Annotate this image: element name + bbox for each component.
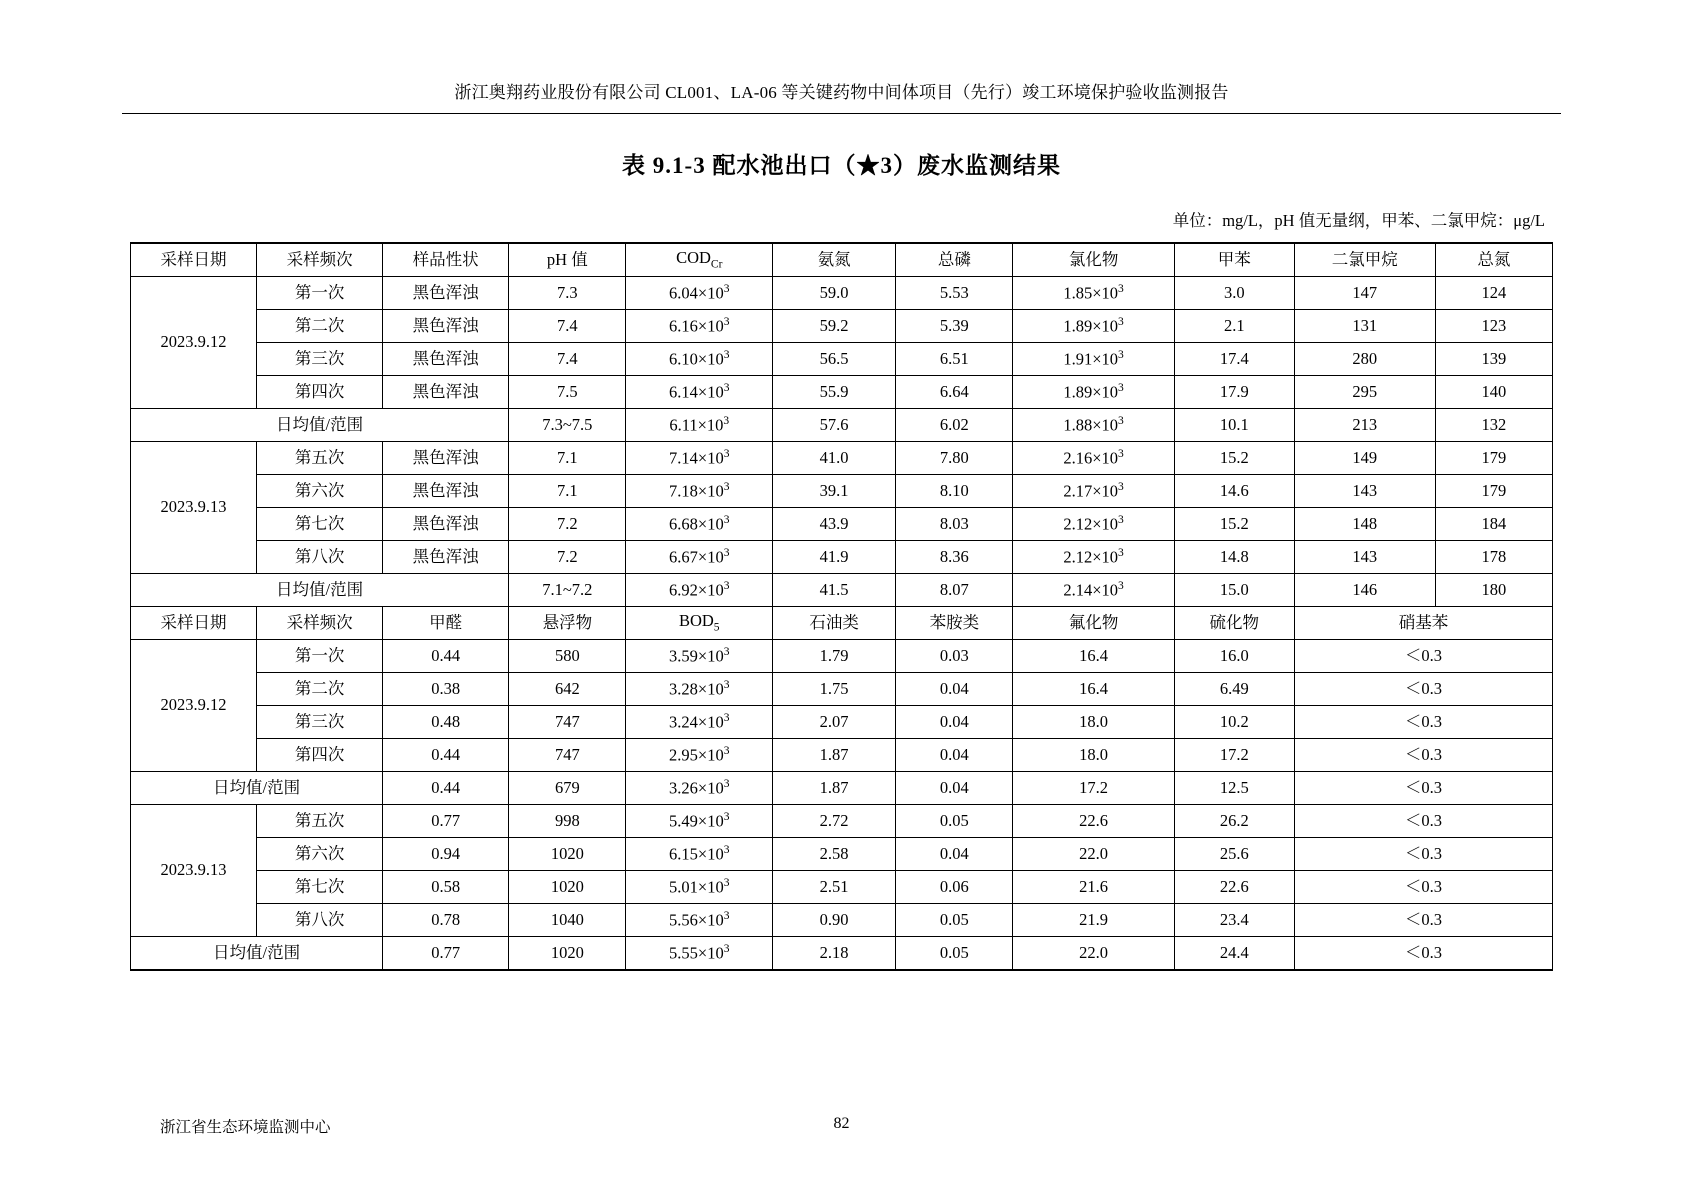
cell-formaldehyde: 0.48 bbox=[383, 706, 509, 739]
table-row bbox=[131, 838, 1553, 871]
col-header-frequency: 采样频次 bbox=[257, 243, 383, 277]
cell-formaldehyde: 0.77 bbox=[383, 937, 509, 971]
cell-toluene: 15.2 bbox=[1174, 442, 1294, 475]
col-header-toluene: 甲苯 bbox=[1174, 243, 1294, 277]
cell-aniline: 0.04 bbox=[896, 706, 1013, 739]
unit-note: 单位：mg/L，pH 值无量纲，甲苯、二氯甲烷：μg/L bbox=[1172, 211, 1545, 230]
cell-suspended-solids: 747 bbox=[509, 739, 626, 772]
table-row bbox=[131, 376, 1553, 409]
cell-total-nitrogen: 124 bbox=[1435, 277, 1552, 310]
cell-suspended-solids: 1020 bbox=[509, 871, 626, 904]
cell-ph: 7.5 bbox=[509, 376, 626, 409]
cell-sulfide: 22.6 bbox=[1174, 871, 1294, 904]
cell-total-nitrogen: 139 bbox=[1435, 343, 1552, 376]
table-row bbox=[131, 541, 1553, 574]
cell-toluene: 17.4 bbox=[1174, 343, 1294, 376]
table-summary-row bbox=[131, 409, 1553, 442]
cell-frequency: 第五次 bbox=[257, 442, 383, 475]
bod-base: BOD bbox=[678, 610, 714, 630]
cell-fluoride: 22.0 bbox=[1013, 937, 1174, 971]
col-header-total-phosphorus: 总磷 bbox=[896, 243, 1013, 277]
cell-aniline: 0.05 bbox=[896, 805, 1013, 838]
col-header-cod bbox=[626, 243, 773, 277]
col-header-aniline: 苯胺类 bbox=[896, 607, 1013, 640]
cell-appearance: 黑色浑浊 bbox=[383, 376, 509, 409]
cell-petroleum: 2.07 bbox=[773, 706, 896, 739]
cell-dichloromethane: 131 bbox=[1294, 310, 1435, 343]
cell-ammonia: 43.9 bbox=[773, 508, 896, 541]
cell-total-nitrogen: 178 bbox=[1435, 541, 1552, 574]
cell-frequency: 第六次 bbox=[257, 838, 383, 871]
cell-chloride: $1.91\times 10^3$ bbox=[1013, 343, 1174, 376]
cell-suspended-solids: 679 bbox=[509, 772, 626, 805]
cell-cod: $6.04\times 10^3$ bbox=[626, 277, 773, 310]
cell-formaldehyde: 0.78 bbox=[383, 904, 509, 937]
page-header bbox=[130, 0, 1553, 114]
cell-appearance: 黑色浑浊 bbox=[383, 442, 509, 475]
cell-toluene: 15.0 bbox=[1174, 574, 1294, 607]
cell-summary-label: 日均值/范围 bbox=[131, 937, 383, 971]
cell-aniline: 0.05 bbox=[896, 937, 1013, 971]
cell-fluoride: 16.4 bbox=[1013, 640, 1174, 673]
cell-bod: $3.26\times 10^3$ bbox=[626, 772, 773, 805]
cell-frequency: 第三次 bbox=[257, 343, 383, 376]
table-row bbox=[131, 640, 1553, 673]
cell-nitrobenzene: ＜0.3 bbox=[1294, 904, 1552, 937]
cell-cod: $6.92\times 10^3$ bbox=[626, 574, 773, 607]
cell-frequency: 第二次 bbox=[257, 673, 383, 706]
cell-ammonia: 59.0 bbox=[773, 277, 896, 310]
cell-chloride: $1.89\times 10^3$ bbox=[1013, 310, 1174, 343]
cell-chloride: $2.17\times 10^3$ bbox=[1013, 475, 1174, 508]
cell-cod: $6.10\times 10^3$ bbox=[626, 343, 773, 376]
cell-dichloromethane: 280 bbox=[1294, 343, 1435, 376]
cell-appearance: 黑色浑浊 bbox=[383, 541, 509, 574]
col-header-date: 采样日期 bbox=[131, 243, 257, 277]
cell-bod: $6.15\times 10^3$ bbox=[626, 838, 773, 871]
cell-petroleum: 2.18 bbox=[773, 937, 896, 971]
cell-nitrobenzene: ＜0.3 bbox=[1294, 640, 1552, 673]
cell-chloride: $2.16\times 10^3$ bbox=[1013, 442, 1174, 475]
cell-total-phosphorus: 6.51 bbox=[896, 343, 1013, 376]
cell-ammonia: 41.5 bbox=[773, 574, 896, 607]
cell-frequency: 第一次 bbox=[257, 640, 383, 673]
col-header-frequency-2: 采样频次 bbox=[257, 607, 383, 640]
cell-dichloromethane: 147 bbox=[1294, 277, 1435, 310]
cell-frequency: 第六次 bbox=[257, 475, 383, 508]
cell-frequency: 第八次 bbox=[257, 541, 383, 574]
cell-ph: 7.1~7.2 bbox=[509, 574, 626, 607]
table-row bbox=[131, 739, 1553, 772]
col-header-bod bbox=[626, 607, 773, 640]
cell-suspended-solids: 1020 bbox=[509, 838, 626, 871]
cell-petroleum: 1.79 bbox=[773, 640, 896, 673]
col-header-suspended-solids: 悬浮物 bbox=[509, 607, 626, 640]
cell-ammonia: 59.2 bbox=[773, 310, 896, 343]
cell-bod: $3.24\times 10^3$ bbox=[626, 706, 773, 739]
cell-summary-label: 日均值/范围 bbox=[131, 409, 509, 442]
bod-subscript: 5 bbox=[713, 621, 720, 634]
col-header-formaldehyde: 甲醛 bbox=[383, 607, 509, 640]
cell-ph: 7.2 bbox=[509, 508, 626, 541]
cell-bod: $3.59\times 10^3$ bbox=[626, 640, 773, 673]
cell-aniline: 0.04 bbox=[896, 838, 1013, 871]
cod-base: COD bbox=[676, 247, 711, 267]
table-header-row bbox=[131, 243, 1553, 277]
col-header-dichloromethane: 二氯甲烷 bbox=[1294, 243, 1435, 277]
table-row bbox=[131, 871, 1553, 904]
cell-nitrobenzene: ＜0.3 bbox=[1294, 937, 1552, 971]
cell-appearance: 黑色浑浊 bbox=[383, 277, 509, 310]
cell-nitrobenzene: ＜0.3 bbox=[1294, 805, 1552, 838]
cell-toluene: 17.9 bbox=[1174, 376, 1294, 409]
cell-bod: $5.55\times 10^3$ bbox=[626, 937, 773, 971]
cell-petroleum: 2.72 bbox=[773, 805, 896, 838]
cell-total-nitrogen: 132 bbox=[1435, 409, 1552, 442]
col-header-fluoride: 氟化物 bbox=[1013, 607, 1174, 640]
cell-fluoride: 21.6 bbox=[1013, 871, 1174, 904]
table-row bbox=[131, 277, 1553, 310]
cod-subscript: Cr bbox=[710, 258, 723, 271]
cell-sulfide: 23.4 bbox=[1174, 904, 1294, 937]
table-row bbox=[131, 475, 1553, 508]
cell-sulfide: 25.6 bbox=[1174, 838, 1294, 871]
cell-toluene: 15.2 bbox=[1174, 508, 1294, 541]
cell-chloride: $1.89\times 10^3$ bbox=[1013, 376, 1174, 409]
cell-cod: $7.18\times 10^3$ bbox=[626, 475, 773, 508]
cell-total-nitrogen: 179 bbox=[1435, 475, 1552, 508]
table-summary-row bbox=[131, 772, 1553, 805]
cell-dichloromethane: 143 bbox=[1294, 475, 1435, 508]
table-row bbox=[131, 310, 1553, 343]
cell-formaldehyde: 0.94 bbox=[383, 838, 509, 871]
cell-appearance: 黑色浑浊 bbox=[383, 475, 509, 508]
cell-nitrobenzene: ＜0.3 bbox=[1294, 706, 1552, 739]
cell-ph: 7.3 bbox=[509, 277, 626, 310]
cell-sulfide: 26.2 bbox=[1174, 805, 1294, 838]
cell-dichloromethane: 148 bbox=[1294, 508, 1435, 541]
cell-fluoride: 21.9 bbox=[1013, 904, 1174, 937]
table-row bbox=[131, 706, 1553, 739]
cell-frequency: 第四次 bbox=[257, 739, 383, 772]
cell-total-nitrogen: 123 bbox=[1435, 310, 1552, 343]
cell-date: 2023.9.13 bbox=[131, 805, 257, 937]
cell-aniline: 0.03 bbox=[896, 640, 1013, 673]
cell-total-nitrogen: 180 bbox=[1435, 574, 1552, 607]
running-title: 浙江奥翔药业股份有限公司 CL001、LA-06 等关键药物中间体项目（先行）竣工环境保护验收监测报告 bbox=[454, 83, 1229, 102]
cell-appearance: 黑色浑浊 bbox=[383, 310, 509, 343]
cell-formaldehyde: 0.44 bbox=[383, 772, 509, 805]
table-row bbox=[131, 805, 1553, 838]
cell-nitrobenzene: ＜0.3 bbox=[1294, 838, 1552, 871]
cell-sulfide: 10.2 bbox=[1174, 706, 1294, 739]
cell-nitrobenzene: ＜0.3 bbox=[1294, 739, 1552, 772]
cell-frequency: 第五次 bbox=[257, 805, 383, 838]
cell-toluene: 10.1 bbox=[1174, 409, 1294, 442]
cell-frequency: 第一次 bbox=[257, 277, 383, 310]
cell-ph: 7.3~7.5 bbox=[509, 409, 626, 442]
cell-ph: 7.4 bbox=[509, 310, 626, 343]
cell-ammonia: 55.9 bbox=[773, 376, 896, 409]
cell-suspended-solids: 747 bbox=[509, 706, 626, 739]
cell-nitrobenzene: ＜0.3 bbox=[1294, 871, 1552, 904]
cell-dichloromethane: 146 bbox=[1294, 574, 1435, 607]
cell-cod: $7.14\times 10^3$ bbox=[626, 442, 773, 475]
cell-frequency: 第三次 bbox=[257, 706, 383, 739]
cell-toluene: 14.8 bbox=[1174, 541, 1294, 574]
cell-total-phosphorus: 5.53 bbox=[896, 277, 1013, 310]
cell-total-phosphorus: 8.03 bbox=[896, 508, 1013, 541]
cell-fluoride: 17.2 bbox=[1013, 772, 1174, 805]
cell-ph: 7.4 bbox=[509, 343, 626, 376]
cell-aniline: 0.06 bbox=[896, 871, 1013, 904]
col-header-chloride: 氯化物 bbox=[1013, 243, 1174, 277]
cell-petroleum: 2.51 bbox=[773, 871, 896, 904]
cell-fluoride: 18.0 bbox=[1013, 739, 1174, 772]
cell-ammonia: 57.6 bbox=[773, 409, 896, 442]
col-header-total-nitrogen: 总氮 bbox=[1435, 243, 1552, 277]
cell-dichloromethane: 295 bbox=[1294, 376, 1435, 409]
cell-sulfide: 24.4 bbox=[1174, 937, 1294, 971]
col-header-petroleum: 石油类 bbox=[773, 607, 896, 640]
cell-fluoride: 22.6 bbox=[1013, 805, 1174, 838]
cell-bod: $2.95\times 10^3$ bbox=[626, 739, 773, 772]
cell-ammonia: 41.9 bbox=[773, 541, 896, 574]
cell-ph: 7.2 bbox=[509, 541, 626, 574]
cell-bod: $5.49\times 10^3$ bbox=[626, 805, 773, 838]
cell-cod: $6.14\times 10^3$ bbox=[626, 376, 773, 409]
cell-ammonia: 56.5 bbox=[773, 343, 896, 376]
cell-suspended-solids: 580 bbox=[509, 640, 626, 673]
cell-toluene: 3.0 bbox=[1174, 277, 1294, 310]
cell-dichloromethane: 143 bbox=[1294, 541, 1435, 574]
cell-frequency: 第四次 bbox=[257, 376, 383, 409]
cell-formaldehyde: 0.77 bbox=[383, 805, 509, 838]
table-row bbox=[131, 442, 1553, 475]
cell-formaldehyde: 0.44 bbox=[383, 739, 509, 772]
cell-ph: 7.1 bbox=[509, 475, 626, 508]
wastewater-table-part1 bbox=[130, 242, 1553, 971]
table-title: 表 9.1-3 配水池出口（★3）废水监测结果 bbox=[622, 153, 1061, 178]
header-divider bbox=[122, 113, 1561, 114]
table-row bbox=[131, 904, 1553, 937]
cell-fluoride: 16.4 bbox=[1013, 673, 1174, 706]
col-header-ammonia: 氨氮 bbox=[773, 243, 896, 277]
cell-total-nitrogen: 179 bbox=[1435, 442, 1552, 475]
cell-chloride: $2.12\times 10^3$ bbox=[1013, 508, 1174, 541]
cell-chloride: $1.85\times 10^3$ bbox=[1013, 277, 1174, 310]
cell-ammonia: 41.0 bbox=[773, 442, 896, 475]
cell-suspended-solids: 998 bbox=[509, 805, 626, 838]
cell-total-phosphorus: 8.07 bbox=[896, 574, 1013, 607]
cell-date: 2023.9.13 bbox=[131, 442, 257, 574]
cell-total-phosphorus: 7.80 bbox=[896, 442, 1013, 475]
cell-fluoride: 18.0 bbox=[1013, 706, 1174, 739]
cell-appearance: 黑色浑浊 bbox=[383, 343, 509, 376]
table-row bbox=[131, 343, 1553, 376]
cell-date: 2023.9.12 bbox=[131, 277, 257, 409]
cell-chloride: $2.14\times 10^3$ bbox=[1013, 574, 1174, 607]
cell-bod: $5.56\times 10^3$ bbox=[626, 904, 773, 937]
cell-sulfide: 6.49 bbox=[1174, 673, 1294, 706]
cell-total-phosphorus: 6.64 bbox=[896, 376, 1013, 409]
cell-petroleum: 1.75 bbox=[773, 673, 896, 706]
cell-nitrobenzene: ＜0.3 bbox=[1294, 673, 1552, 706]
cell-total-phosphorus: 8.36 bbox=[896, 541, 1013, 574]
cell-aniline: 0.04 bbox=[896, 772, 1013, 805]
cell-chloride: $2.12\times 10^3$ bbox=[1013, 541, 1174, 574]
cell-petroleum: 0.90 bbox=[773, 904, 896, 937]
page-footer bbox=[0, 1115, 1683, 1135]
table-row bbox=[131, 508, 1553, 541]
cell-frequency: 第七次 bbox=[257, 508, 383, 541]
cell-summary-label: 日均值/范围 bbox=[131, 772, 383, 805]
page-number: 82 bbox=[833, 1115, 850, 1132]
col-header-sulfide: 硫化物 bbox=[1174, 607, 1294, 640]
cell-toluene: 14.6 bbox=[1174, 475, 1294, 508]
cell-appearance: 黑色浑浊 bbox=[383, 508, 509, 541]
col-header-date-2: 采样日期 bbox=[131, 607, 257, 640]
cell-cod: $6.68\times 10^3$ bbox=[626, 508, 773, 541]
cell-bod: $5.01\times 10^3$ bbox=[626, 871, 773, 904]
cell-frequency: 第八次 bbox=[257, 904, 383, 937]
table-summary-row bbox=[131, 574, 1553, 607]
cell-dichloromethane: 213 bbox=[1294, 409, 1435, 442]
table-row bbox=[131, 673, 1553, 706]
col-header-nitrobenzene: 硝基苯 bbox=[1294, 607, 1552, 640]
cell-cod: $6.11\times 10^3$ bbox=[626, 409, 773, 442]
footer-organization: 浙江省生态环境监测中心 bbox=[160, 1118, 331, 1136]
cell-total-nitrogen: 184 bbox=[1435, 508, 1552, 541]
cell-ammonia: 39.1 bbox=[773, 475, 896, 508]
cell-sulfide: 12.5 bbox=[1174, 772, 1294, 805]
cell-total-phosphorus: 8.10 bbox=[896, 475, 1013, 508]
cell-formaldehyde: 0.38 bbox=[383, 673, 509, 706]
cell-chloride: $1.88\times 10^3$ bbox=[1013, 409, 1174, 442]
cell-dichloromethane: 149 bbox=[1294, 442, 1435, 475]
cell-toluene: 2.1 bbox=[1174, 310, 1294, 343]
cell-date: 2023.9.12 bbox=[131, 640, 257, 772]
cell-aniline: 0.04 bbox=[896, 673, 1013, 706]
cell-total-phosphorus: 6.02 bbox=[896, 409, 1013, 442]
cell-aniline: 0.04 bbox=[896, 739, 1013, 772]
cell-cod: $6.67\times 10^3$ bbox=[626, 541, 773, 574]
cell-aniline: 0.05 bbox=[896, 904, 1013, 937]
cell-petroleum: 1.87 bbox=[773, 739, 896, 772]
cell-suspended-solids: 642 bbox=[509, 673, 626, 706]
table-summary-row bbox=[131, 937, 1553, 971]
cell-formaldehyde: 0.58 bbox=[383, 871, 509, 904]
col-header-appearance: 样品性状 bbox=[383, 243, 509, 277]
cell-frequency: 第二次 bbox=[257, 310, 383, 343]
cell-fluoride: 22.0 bbox=[1013, 838, 1174, 871]
cell-summary-label: 日均值/范围 bbox=[131, 574, 509, 607]
cell-sulfide: 16.0 bbox=[1174, 640, 1294, 673]
cell-total-phosphorus: 5.39 bbox=[896, 310, 1013, 343]
cell-sulfide: 17.2 bbox=[1174, 739, 1294, 772]
cell-ph: 7.1 bbox=[509, 442, 626, 475]
cell-bod: $3.28\times 10^3$ bbox=[626, 673, 773, 706]
cell-petroleum: 1.87 bbox=[773, 772, 896, 805]
cell-frequency: 第七次 bbox=[257, 871, 383, 904]
cell-total-nitrogen: 140 bbox=[1435, 376, 1552, 409]
cell-suspended-solids: 1020 bbox=[509, 937, 626, 971]
cell-suspended-solids: 1040 bbox=[509, 904, 626, 937]
col-header-ph: pH 值 bbox=[509, 243, 626, 277]
cell-nitrobenzene: ＜0.3 bbox=[1294, 772, 1552, 805]
cell-petroleum: 2.58 bbox=[773, 838, 896, 871]
table-header-row-2 bbox=[131, 607, 1553, 640]
cell-formaldehyde: 0.44 bbox=[383, 640, 509, 673]
cell-cod: $6.16\times 10^3$ bbox=[626, 310, 773, 343]
